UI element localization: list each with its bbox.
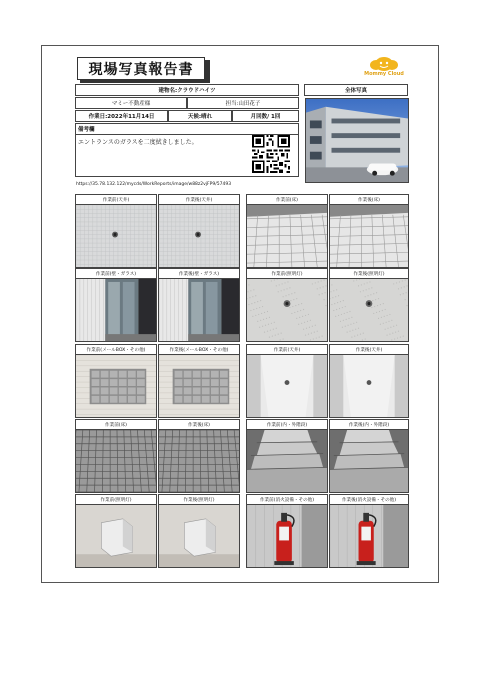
work-photo <box>158 205 240 268</box>
title-shadow <box>80 80 210 83</box>
note-label: 備考欄 <box>75 123 299 134</box>
photo-caption: 作業後(床) <box>158 419 240 430</box>
work-photo <box>246 205 328 268</box>
photo-caption: 作業前(消火設備・その他) <box>246 494 328 505</box>
photo-caption: 作業前(床) <box>75 419 157 430</box>
note-text: エントランスのガラスを二度拭きしました。 <box>75 134 299 177</box>
work-photo <box>75 355 157 418</box>
report-page <box>41 45 439 583</box>
work-photo <box>329 205 409 268</box>
photo-caption: 作業前(メールBOX・その他) <box>75 344 157 355</box>
work-photo <box>75 430 157 493</box>
work-photo <box>329 279 409 342</box>
photo-caption: 作業後(メールBOX・その他) <box>158 344 240 355</box>
work-photo <box>246 279 328 342</box>
qr-code-icon[interactable] <box>252 135 290 173</box>
overview-label: 全体写真 <box>304 84 408 96</box>
photo-caption: 作業後(消火設備・その他) <box>329 494 409 505</box>
work-photo <box>246 505 328 568</box>
mommy-cloud-logo <box>360 52 408 82</box>
photo-caption: 作業前(天井) <box>75 194 157 205</box>
work-photo <box>246 355 328 418</box>
photo-caption: 作業前(照明灯) <box>75 494 157 505</box>
photo-caption: 作業後(内・外階段) <box>329 419 409 430</box>
work-photo <box>329 430 409 493</box>
photo-caption: 作業後(壁・ガラス) <box>158 268 240 279</box>
monthly-count: 月回数/ 1回 <box>232 110 299 122</box>
logo-text: Mommy Cloud <box>364 71 404 77</box>
photo-caption: 作業前(天井) <box>246 344 328 355</box>
work-photo <box>329 355 409 418</box>
photo-caption: 作業後(照明灯) <box>158 494 240 505</box>
photo-caption: 作業後(天井) <box>329 344 409 355</box>
overview-photo <box>305 98 409 183</box>
photo-caption: 作業前(壁・ガラス) <box>75 268 157 279</box>
work-photo <box>158 355 240 418</box>
photo-caption: 作業前(床) <box>246 194 328 205</box>
report-url[interactable]: https://35.78.132.122/mycds/WorkReports/image/w88z2vjFP9/57493 <box>76 182 232 187</box>
photo-caption: 作業後(床) <box>329 194 409 205</box>
work-photo <box>75 279 157 342</box>
photo-caption: 作業前(照明灯) <box>246 268 328 279</box>
company-name: マミー不動産様 <box>75 97 187 109</box>
report-title: 現場写真報告書 <box>77 57 205 80</box>
photo-caption: 作業後(天井) <box>158 194 240 205</box>
work-photo <box>158 505 240 568</box>
work-photo <box>75 505 157 568</box>
work-photo <box>329 505 409 568</box>
work-date: 作業日:2022年11月14日 <box>75 110 168 122</box>
work-photo <box>246 430 328 493</box>
work-photo <box>75 205 157 268</box>
staff-name: 担当:山田花子 <box>187 97 299 109</box>
work-photo <box>158 430 240 493</box>
photo-caption: 作業前(内・外階段) <box>246 419 328 430</box>
photo-caption: 作業後(照明灯) <box>329 268 409 279</box>
weather: 天候:晴れ <box>168 110 232 122</box>
work-photo <box>158 279 240 342</box>
building-name: 建物名:クラウドハイツ <box>75 84 299 96</box>
